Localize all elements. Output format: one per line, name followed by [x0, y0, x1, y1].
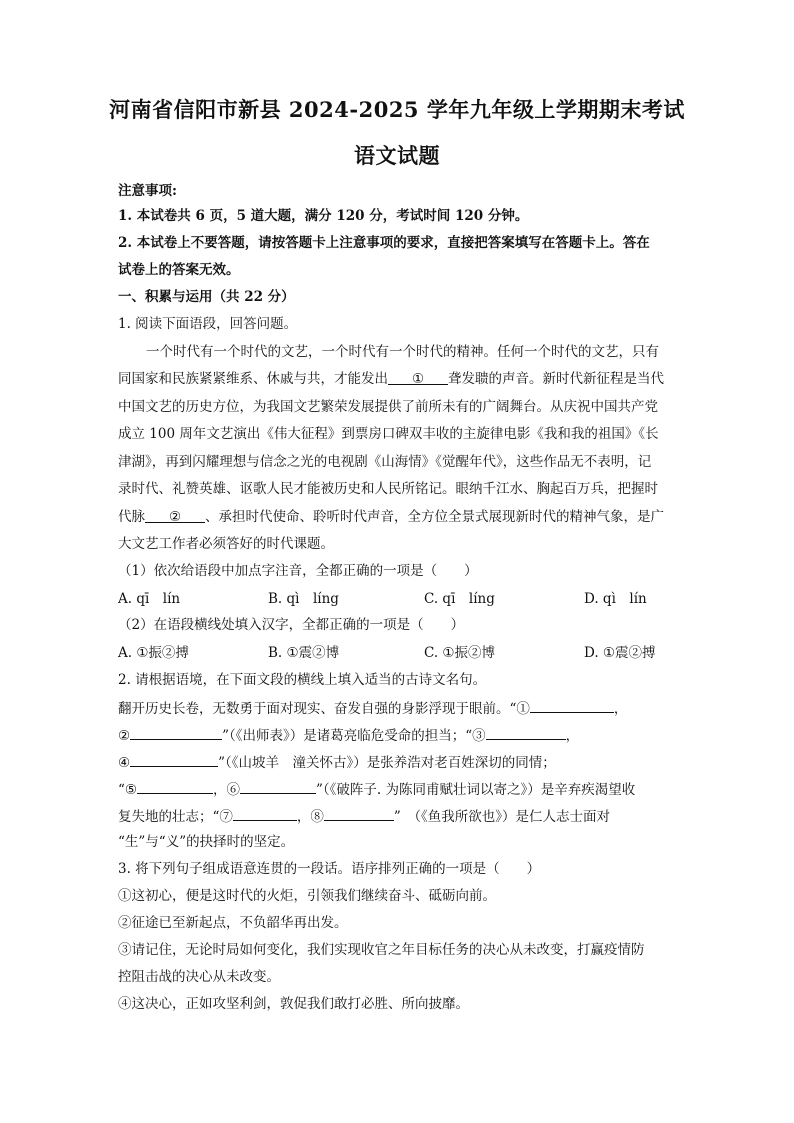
q2-text-line: “生”与“义”的抉择时的坚定。 — [118, 834, 295, 850]
blank-1: ① — [388, 370, 448, 385]
blank-q2-8 — [324, 806, 394, 821]
q2-prompt: 2. 请根据语境，在下面文段的横线上填入适当的古诗文名句。 — [118, 672, 487, 688]
q1-passage-line: 大文艺工作者必须答好的时代课题。 — [118, 536, 334, 552]
q2-text-line: “⑤ ，⑥ ”（《破阵子. 为陈同甫赋壮词以寄之》）是辛弃疾渴望收 — [118, 779, 635, 799]
blank-q2-6 — [240, 779, 316, 794]
q1-passage-line: 录时代、礼赞英雄、讴歌人民才能被历史和人民所铭记。眼纳千江水、胸起百万兵，把握时 — [118, 481, 658, 497]
q1-passage-line: 一个时代有一个时代的文艺，一个时代有一个时代的精神。任何一个时代的文艺，只有 — [146, 344, 659, 360]
q1-passage-line: 中国文艺的历史方位，为我国文艺繁荣发展提供了前所未有的广阔舞台。从庆祝中国共产党 — [118, 399, 658, 415]
q1-sub1-option-a: A. qī lín — [118, 591, 181, 607]
notice-item-1: 1. 本试卷共 6 页，5 道大题，满分 120 分，考试时间 120 分钟。 — [118, 208, 529, 224]
q3-prompt: 3. 将下列句子组成语意连贯的一段话。语序排列正确的一项是（ ） — [118, 861, 541, 877]
q1-sub2-option-d: D. ①震②搏 — [584, 645, 656, 661]
q3-sentence-3: ③请记住，无论时局如何变化，我们实现收官之年目标任务的决心从未改变，打赢疫情防 — [118, 942, 645, 958]
notice-label: 注意事项: — [118, 183, 177, 199]
q3-sentence-2: ②征途已至新起点，不负韶华再出发。 — [118, 915, 348, 931]
q1-sub2-option-c: C. ①振②博 — [424, 645, 496, 661]
blank-q2-4 — [130, 752, 218, 767]
blank-q2-5 — [137, 779, 213, 794]
q1-passage-line: 成立 100 周年文艺演出《伟大征程》到票房口碑双丰收的主旋律电影《我和我的祖国》《长 — [118, 426, 659, 442]
notice-item-2-cont: 试卷上的答案无效。 — [118, 262, 240, 278]
blank-q2-7 — [233, 806, 297, 821]
blank-2: ② — [145, 508, 205, 523]
notice-item-2: 2. 本试卷上不要答题，请按答题卡上注意事项的要求，直接把答案填写在答题卡上。答在 — [118, 235, 650, 251]
blank-q2-1 — [530, 698, 614, 713]
q1-sub1-prompt: （1）依次给语段中加点字注音，全都正确的一项是（ ） — [118, 563, 478, 579]
blank-q2-3 — [486, 725, 566, 740]
q2-text-line: ④ ”（《山坡羊 潼关怀古》）是张养浩对老百姓深切的同情； — [118, 752, 556, 772]
q3-sentence-3-cont: 控阻击战的决心从未改变。 — [118, 969, 280, 985]
q1-sub2-option-b: B. ①震②博 — [268, 645, 340, 661]
q3-sentence-1: ①这初心，便是这时代的火炬，引领我们继续奋斗、砥砺向前。 — [118, 888, 496, 904]
q1-passage-line: 代脉 ② 、承担时代使命、聆听时代声音，全方位全景式展现新时代的精神气象，是广 — [118, 509, 664, 525]
exam-subtitle: 语文试题 — [354, 143, 440, 168]
q2-text-line: ② ”（《出师表》）是诸葛亮临危受命的担当；“③ ， — [118, 725, 579, 745]
section-heading: 一、积累与运用（共 22 分） — [118, 289, 295, 305]
q1-sub2-prompt: （2）在语段横线处填入汉字，全都正确的一项是（ ） — [118, 617, 465, 633]
q2-text-line: 复失地的壮志；“⑦ ，⑧ ” （《鱼我所欲也》）是仁人志士面对 — [118, 806, 610, 826]
q1-prompt: 1. 阅读下面语段，回答问题。 — [118, 316, 298, 332]
blank-q2-2 — [130, 725, 222, 740]
q1-sub2-option-a: A. ①振②搏 — [118, 645, 189, 661]
q2-text-line: 翻开历史长卷，无数勇于面对现实、奋发自强的身影浮现于眼前。“① ， — [118, 698, 627, 718]
q1-passage-line: 津湖》，再到闪耀理想与信念之光的电视剧《山海情》《觉醒年代》，这些作品无不表明，记 — [118, 454, 652, 470]
exam-title: 河南省信阳市新县 2024-2025 学年九年级上学期期末考试 — [109, 97, 685, 122]
q1-sub1-option-b: B. qì líng — [268, 591, 339, 607]
q1-sub1-option-c: C. qī líng — [424, 591, 495, 607]
q3-sentence-4: ④这决心，正如攻坚利剑，敦促我们敢打必胜、所向披靡。 — [118, 996, 469, 1012]
q1-sub1-option-d: D. qì lín — [584, 591, 647, 607]
q1-passage-line: 同国家和民族紧紧维系、休戚与共，才能发出 ① 聋发聩的声音。新时代新征程是当代 — [118, 371, 664, 387]
